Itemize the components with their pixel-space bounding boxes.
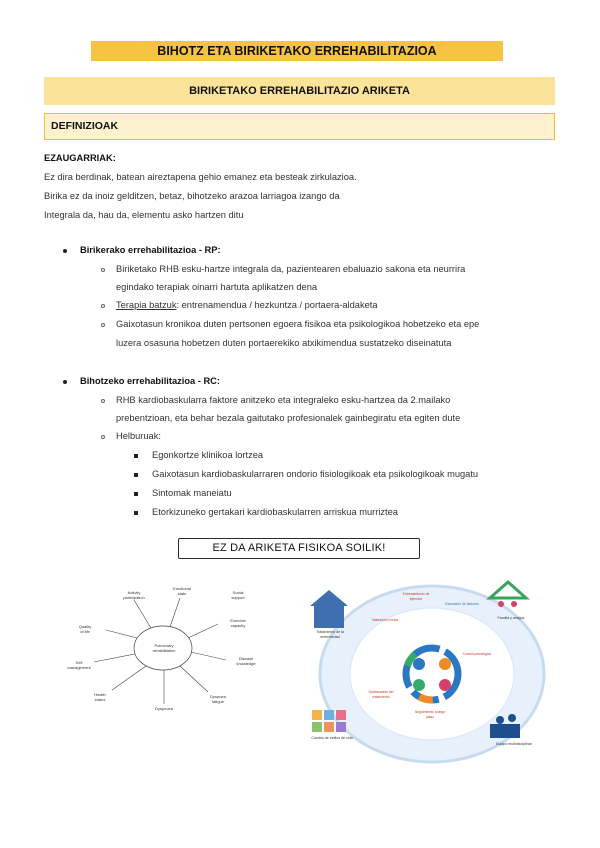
rc-item-1-line-1: RHB kardiobaskularra faktore anitzeko eta integraleko esku-hartzea da 2.mailako bbox=[116, 395, 451, 405]
rp-item-3-line-1: Gaixotasun kronikoa duten pertsonen egoera fisikoa eta psikologikoa hobetzeko eta epe bbox=[116, 319, 480, 329]
corner-label: Equipo multidisciplinar bbox=[496, 742, 532, 746]
square-bullet-icon bbox=[134, 454, 138, 458]
spoke-label: Emotional state bbox=[173, 586, 191, 596]
exercise-title-bar bbox=[44, 77, 555, 105]
definitions-box bbox=[44, 113, 555, 140]
spoke-center: Pulmonary rehabilitation bbox=[152, 643, 176, 653]
exercise-title: BIRIKETAKO ERREHABILITAZIO ARIKETA bbox=[189, 85, 410, 97]
rp-item-1-line-1: Biriketako RHB esku-hartze integrala da, pazientearen ebaluazio sakona eta neurrira bbox=[116, 264, 466, 274]
spoke-label: Health status bbox=[94, 692, 106, 702]
cycle-box: Educación de factores bbox=[445, 602, 479, 606]
spoke-label: Dyspnea fatigue bbox=[210, 694, 226, 704]
rp-item-1-line-2: egindako terapiak oinarri hartuta aplikatzen dena bbox=[116, 282, 318, 292]
cardiac-rehab-cycle-diagram bbox=[308, 578, 554, 768]
rc-goal-1: Egonkortze klinikoa lortzea bbox=[152, 450, 264, 460]
cycle-box: Seguimiento a largo plazo bbox=[414, 710, 446, 719]
ring-bullet-icon bbox=[101, 435, 105, 439]
rp-item-2 bbox=[116, 299, 378, 312]
ring-bullet-icon bbox=[101, 323, 105, 327]
rc-item-1-line-2: prebentzioan, eta behar bezala gaitutako profesionalek gainbegiratu eta egiten dute bbox=[116, 413, 461, 423]
spoke-label: Social support bbox=[231, 590, 245, 600]
ring-bullet-icon bbox=[101, 399, 105, 403]
cycle-box: Control psicológico bbox=[462, 652, 492, 656]
definitions-heading: DEFINIZIOAK bbox=[51, 120, 119, 132]
square-bullet-icon bbox=[134, 492, 138, 496]
document-title: BIHOTZ ETA BIRIKETAKO ERREHABILITAZIOA bbox=[157, 44, 437, 58]
ring-bullet-icon bbox=[101, 304, 105, 308]
spoke-label: Self management bbox=[67, 660, 91, 670]
cycle-box: Optimización del tratamiento bbox=[368, 690, 394, 699]
corner-label: Cambio de estilos de vida bbox=[311, 736, 353, 740]
characteristics-line-3: Integrala da, hau da, elementu asko hartzen ditu bbox=[44, 210, 244, 220]
rc-item-2: Helburuak: bbox=[116, 431, 161, 441]
bullet-icon bbox=[63, 380, 67, 384]
characteristics-line-2: Birika ez da inoiz gelditzen, betaz, bihotzeko arazoa larriagoa izango da bbox=[44, 191, 340, 201]
spoke-label: Exercise capacity bbox=[230, 618, 246, 628]
spoke-label: Disease knowledge bbox=[236, 656, 256, 666]
corner-label: Tratamiento de la enfermedad bbox=[316, 630, 344, 639]
cycle-box: Entrenamiento de ejercicio bbox=[402, 592, 430, 601]
corner-label: Familia y amigos bbox=[497, 616, 525, 620]
ring-bullet-icon bbox=[101, 268, 105, 272]
not-only-exercise-banner bbox=[178, 538, 420, 559]
cycle-box: Valoración clínica bbox=[371, 618, 399, 622]
rc-goal-4: Etorkizuneko gertakari kardiobaskularren arriskua murriztea bbox=[152, 507, 398, 517]
rp-item-2-underlined: Terapia batzuk bbox=[116, 300, 177, 310]
rc-label: Bihotzeko errehabilitazioa - RC: bbox=[80, 376, 220, 386]
rp-label: Birikerako errehabilitazioa - RP: bbox=[80, 245, 221, 255]
square-bullet-icon bbox=[134, 473, 138, 477]
square-bullet-icon bbox=[134, 511, 138, 515]
rc-goal-2: Gaixotasun kardiobaskularraren ondorio fisiologikoak eta psikologikoak mugatu bbox=[152, 469, 479, 479]
banner-text: EZ DA ARIKETA FISIKOA SOILIK! bbox=[212, 542, 386, 554]
spoke-label: Activity participation bbox=[123, 590, 145, 600]
spoke-label: Dyspnoea bbox=[154, 706, 173, 711]
rp-item-2-rest: : entrenamendua / hezkuntza / portaera-aldaketa bbox=[176, 300, 378, 310]
document-title-bar bbox=[91, 41, 503, 61]
rp-item-3-line-2: luzera osasuna hobetzen duten portaerekiko atxikimendua sustatzeko diseinatuta bbox=[116, 338, 452, 348]
rc-goal-3: Sintomak maneiatu bbox=[152, 488, 232, 498]
pulmonary-rehab-spoke-diagram bbox=[60, 580, 280, 750]
characteristics-heading: EZAUGARRIAK: bbox=[44, 153, 116, 163]
characteristics-line-1: Ez dira berdinak, batean aireztapena gehio emanez eta besteak zirkulazioa. bbox=[44, 172, 357, 182]
bullet-icon bbox=[63, 249, 67, 253]
spoke-label: Quality of life bbox=[78, 624, 92, 634]
